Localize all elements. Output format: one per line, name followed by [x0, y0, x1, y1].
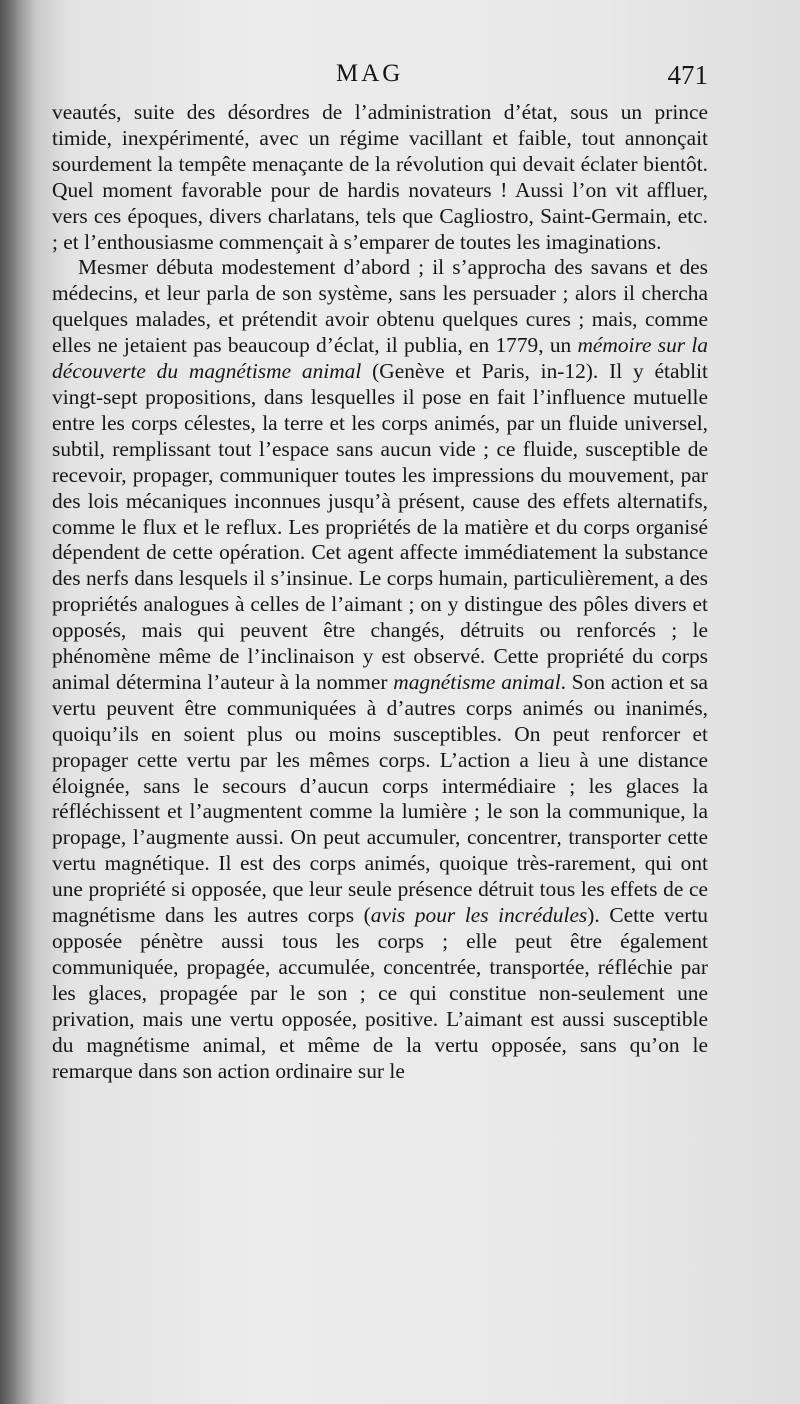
running-head [0, 60, 800, 94]
text-segment: ). Cette vertu opposée pénètre aussi tous les corps ; elle peut être également communiquée, propagée, accumulée, concentrée, transportée, réfléchie par les glaces, propagée par le son ; ce qui constitue non-seulement une privation, mais une vertu opposée, positive. L’aimant est aussi susceptible du magnétisme animal, et même de la vertu opposée, sans qu’on le remarque dans son action ordinaire sur le [52, 903, 708, 1083]
page-number: 471 [667, 60, 708, 90]
text-segment: Mesmer débuta modestement d’abord ; il s’approcha des savans et des médecins, et leur parla de son système, sans les persuader ; alors il chercha quelques malades, et prétendit avoir obtenu quelques cures ; mais, comme elles ne jetaient pas beaucoup d’éclat, il publia, en 1779, un [52, 255, 708, 358]
text-segment: (Genève et Paris, in-12). Il y établit vingt-sept propositions, dans lesquelles il pose en fait l’influence mutuelle entre les corps célestes, la terre et les corps animés, par un fluide universel, subtil, remplissant tout l’espace sans aucun vide ; ce fluide, susceptible de recevoir, propager, communiquer toutes les impressions du mouvement, par des lois mécaniques inconnues jusqu’à présent, cause des effets alternatifs, comme le flux et le reflux. Les propriétés de la matière et du corps organisé dépendent de cette opération. Cet agent affecte immédiatement la substance des nerfs dans lesquels il s’insinue. Le corps humain, particulièrement, a des propriétés analogues à celles de l’aimant ; on y distingue des pôles divers et opposés, mais qui peuvent être changés, détruits ou renforcés ; le phénomène même de l’inclinaison y est observé. Cette propriété du corps animal détermina l’auteur à la nommer [52, 359, 708, 694]
paragraph [52, 255, 708, 1084]
paragraph [52, 100, 708, 255]
text-segment: . Son action et sa vertu peuvent être communiquées à d’autres corps animés ou inanimés, quoiqu’ils en soient plus ou moins susceptibles. On peut renforcer et propager cette vertu par les mêmes corps. L’action a lieu à une distance éloignée, sans le secours d’aucun corps intermédiaire ; les glaces la réfléchissent et l’augmentent comme la lumière ; le son la communique, la propage, l’augmente aussi. On peut accumuler, concentrer, transporter cette vertu magnétique. Il est des corps animés, quoique très-rarement, qui ont une propriété si opposée, que leur seule présence détruit tous les effets de ce magnétisme dans les autres corps ( [52, 669, 709, 928]
italic-note: avis pour les incrédules [370, 903, 588, 928]
italic-term: magnétisme animal [393, 669, 561, 694]
italic-title: mémoire sur la découverte du magnétisme animal [52, 333, 708, 384]
text-segment: veautés, suite des désordres de l’administration d’état, sous un prince timide, inexpérimenté, avec un régime vacillant et faible, tout annonçait sourdement la tempête menaçante de la révolution qui devait éclater bientôt. Quel moment favorable pour de hardis novateurs ! Aussi l’on vit affluer, vers ces époques, divers charlatans, tels que Cagliostro, Saint-Germain, etc. ; et l’enthousiasme commençait à s’emparer de toutes les imaginations. [52, 100, 708, 254]
binding-shadow [0, 0, 36, 1404]
running-head-title: MAG [336, 60, 404, 87]
body-text [52, 100, 708, 1084]
